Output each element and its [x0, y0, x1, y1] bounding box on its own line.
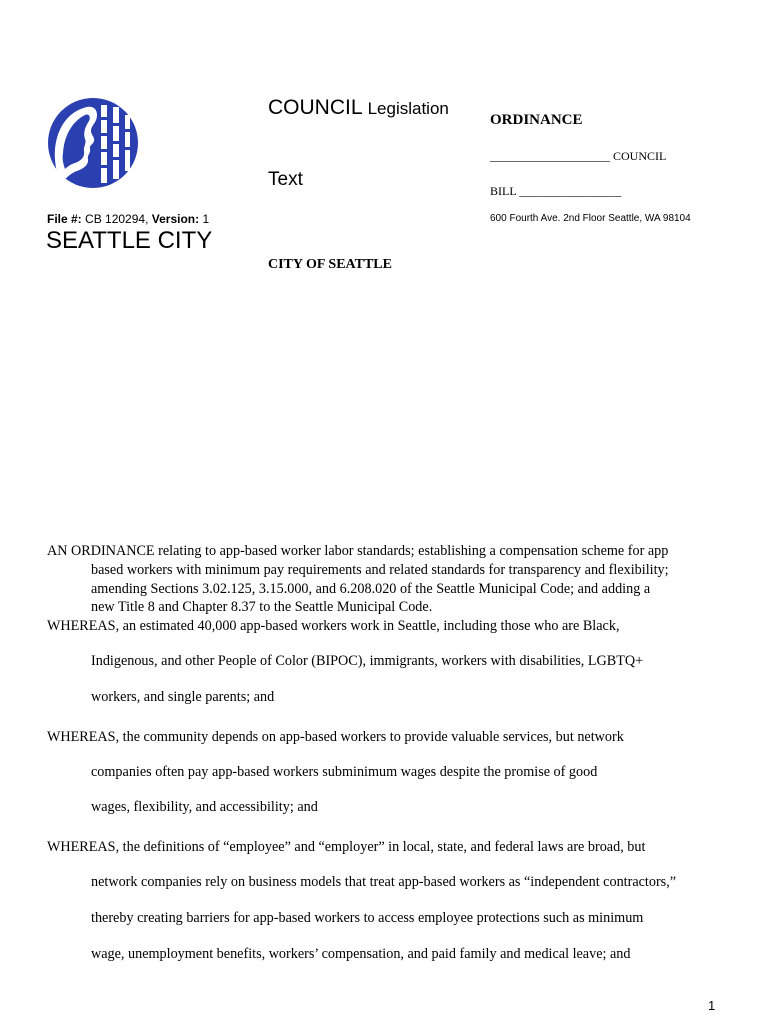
council-word: COUNCIL	[268, 96, 362, 119]
ordinance-title-line: amending Sections 3.02.125, 3.15.000, and 6.208.020 of the Seattle Municipal Code; and adding a	[91, 581, 651, 597]
file-label: File #:	[47, 212, 82, 226]
ordinance-heading: ORDINANCE	[490, 112, 583, 128]
whereas-line: network companies rely on business models that treat app-based workers as “independent contractors,”	[91, 874, 677, 890]
page-number: 1	[708, 998, 716, 1013]
file-number: CB 120294,	[85, 212, 149, 226]
version-number: 1	[202, 212, 210, 226]
whereas-line: Indigenous, and other People of Color (BIPOC), immigrants, workers with disabilities, LGBTQ+	[91, 653, 644, 669]
whereas-line: WHEREAS, an estimated 40,000 app-based workers work in Seattle, including those who are Black,	[47, 618, 620, 634]
seattle-city-heading: SEATTLE CITY	[46, 227, 213, 254]
ordinance-title-line: AN ORDINANCE relating to app-based worker labor standards; establishing a compensation scheme for app	[47, 543, 669, 559]
whereas-line: wage, unemployment benefits, workers’ compensation, and paid family and medical leave; and	[91, 946, 631, 962]
city-of-seattle-heading: CITY OF SEATTLE	[268, 257, 392, 272]
whereas-line: WHEREAS, the definitions of “employee” and “employer” in local, state, and federal laws are broad, but	[47, 839, 646, 855]
version-label: Version:	[151, 212, 200, 226]
whereas-line: companies often pay app-based workers subminimum wages despite the promise of good	[91, 764, 598, 780]
whereas-line: WHEREAS, the community depends on app-based workers to provide valuable services, but network	[47, 729, 624, 745]
ordinance-title-line: based workers with minimum pay requirements and related standards for transparency and flexibility;	[91, 562, 669, 578]
council-legislation-heading	[268, 96, 449, 120]
seattle-seal-logo-icon	[47, 97, 139, 189]
whereas-line: thereby creating barriers for app-based workers to access employee protections such as minimum	[91, 910, 644, 926]
bill-blank-line: BILL _________________	[490, 184, 622, 198]
legislation-word: Legislation	[367, 99, 449, 118]
council-blank-line: ____________________ COUNCIL	[490, 149, 667, 163]
council-address: 600 Fourth Ave. 2nd Floor Seattle, WA 98104	[490, 213, 691, 224]
text-heading: Text	[268, 169, 303, 190]
whereas-line: workers, and single parents; and	[91, 689, 275, 705]
whereas-line: wages, flexibility, and accessibility; and	[91, 799, 318, 815]
ordinance-title-line: new Title 8 and Chapter 8.37 to the Seattle Municipal Code.	[91, 599, 433, 615]
file-info	[47, 212, 209, 226]
